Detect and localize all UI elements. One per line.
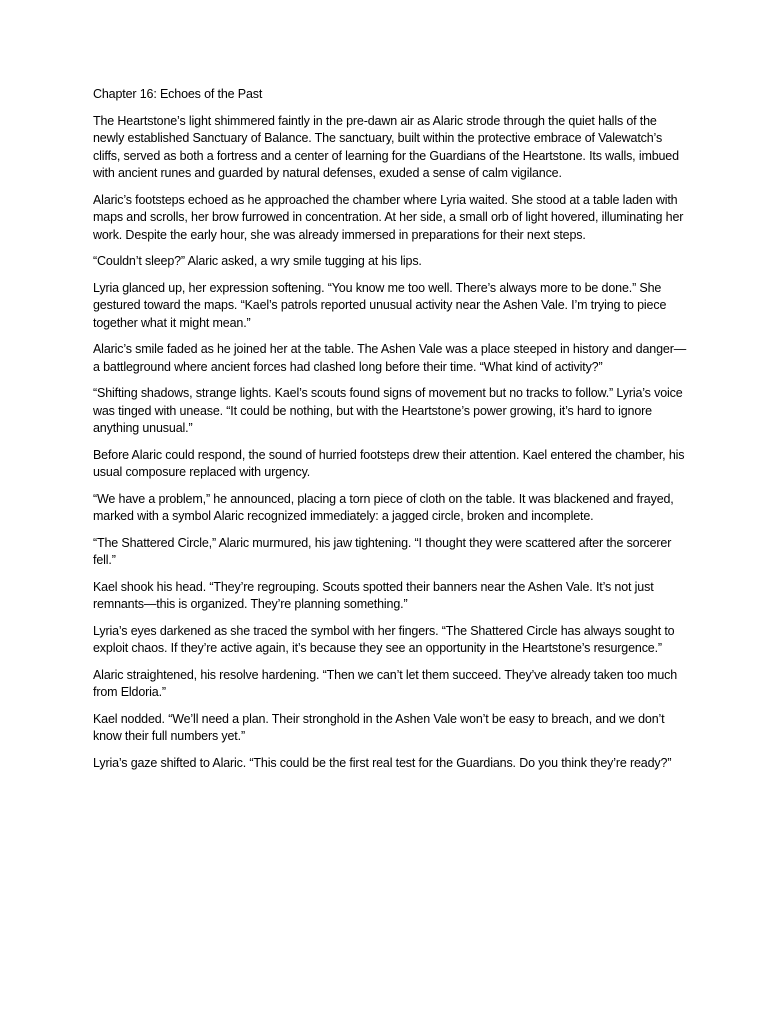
chapter-title: Chapter 16: Echoes of the Past (93, 87, 263, 101)
paragraph: Alaric’s smile faded as he joined her at the table. The Ashen Vale was a place steeped in history and danger—a battleground where ancient forces had clashed long before their time. “What kind of activity?” (93, 342, 687, 374)
document-body (93, 86, 687, 781)
paragraph: “The Shattered Circle,” Alaric murmured, his jaw tightening. “I thought they were scattered after the sorcerer fell.” (93, 535, 672, 568)
paragraph: “We have a problem,” he announced, placing a torn piece of cloth on the table. It was blackened and frayed, marked with a symbol Alaric recognized immediately: a jagged circle, broken and incomplete. (93, 491, 674, 524)
paragraph: Alaric straightened, his resolve hardening. “Then we can’t let them succeed. They’ve already taken too much from Eldoria.” (93, 667, 678, 700)
paragraph: “Couldn’t sleep?” Alaric asked, a wry smile tugging at his lips. (93, 254, 422, 269)
paragraph: Alaric’s footsteps echoed as he approached the chamber where Lyria waited. She stood at a table laden with maps and scrolls, her brow furrowed in concentration. At her side, a small orb of light hovered, illuminating her work. Despite the early hour, she was already immersed in preparations for their next steps. (93, 192, 684, 242)
paragraph: The Heartstone’s light shimmered faintly in the pre-dawn air as Alaric strode through the quiet halls of the newly established Sanctuary of Balance. The sanctuary, built within the protective embrace of Valewatch’s cliffs, served as both a fortress and a center of learning for the Guardians of the Heartstone. Its walls, imbued with ancient runes and guarded by natural defenses, exuded a sense of calm vigilance. (93, 113, 679, 181)
paragraph: Lyria’s eyes darkened as she traced the symbol with her fingers. “The Shattered Circle has always sought to exploit chaos. If they’re active again, it’s because they see an opportunity in the Heartstone’s resurgence.” (93, 623, 675, 656)
paragraph: “Shifting shadows, strange lights. Kael’s scouts found signs of movement but no tracks to follow.” Lyria’s voice was tinged with unease. “It could be nothing, but with the Heartstone’s power growing, it’s hard to ignore anything unusual.” (93, 386, 683, 436)
paragraph: Before Alaric could respond, the sound of hurried footsteps drew their attention. Kael entered the chamber, his usual composure replaced with urgency. (93, 447, 685, 480)
paragraph: Kael shook his head. “They’re regrouping. Scouts spotted their banners near the Ashen Vale. It’s not just remnants—this is organized. They’re planning something.” (93, 579, 654, 612)
paragraph: Lyria glanced up, her expression softening. “You know me too well. There’s always more to be done.” She gestured toward the maps. “Kael’s patrols reported unusual activity near the Ashen Vale. I’m trying to piece together what it might mean.” (93, 280, 667, 330)
paragraph: Lyria’s gaze shifted to Alaric. “This could be the first real test for the Guardians. Do you think they’re ready?” (93, 755, 672, 770)
paragraph: Kael nodded. “We’ll need a plan. Their stronghold in the Ashen Vale won’t be easy to breach, and we don’t know their full numbers yet.” (93, 711, 665, 744)
